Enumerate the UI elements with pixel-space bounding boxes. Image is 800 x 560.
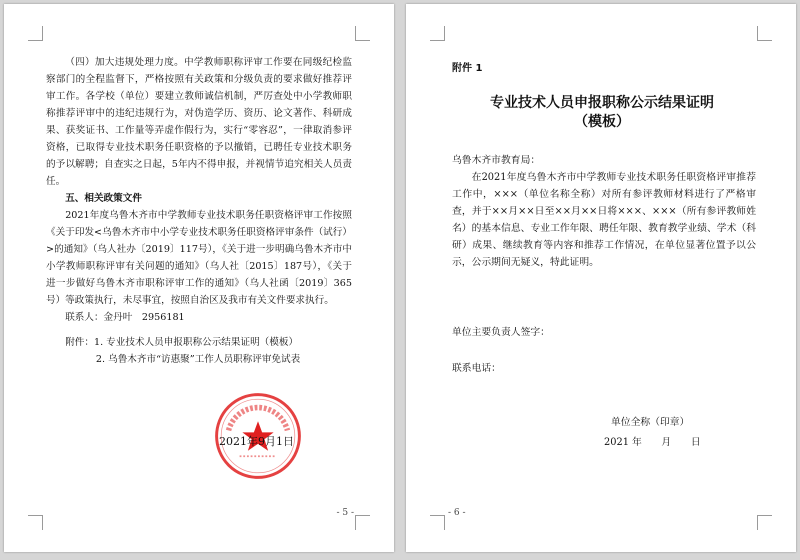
crop-mark xyxy=(28,26,43,41)
signature-field: 单位主要负责人签字： xyxy=(452,327,550,338)
unit-name-seal: 单位全称（印章） xyxy=(611,417,690,428)
left-page-body xyxy=(46,54,352,368)
date-line: 2021 年 月 日 xyxy=(604,437,701,448)
signature-date: 2021年9月1日 xyxy=(219,435,294,448)
policy-paragraph: 2021年度乌鲁木齐市中学教师专业技术职务任职资格评审工作按照《关于印发<乌鲁木齐市中小学专业技术职务任职资格评审条件（试行）>的通知》（乌人社办〔2019〕117号），《关于进一步明确乌鲁木齐市中小学教师职称评审有关问题的通知》（乌人社〔2015〕187号），《关于进一步做好乌鲁木齐市职称评审工作的通知》（乌人社函〔2019〕365号）等政策执行，未尽事宜，按照自治区及我市有关文件要求执行。 xyxy=(46,210,352,306)
crop-mark xyxy=(757,515,772,530)
page-number: - 5 - xyxy=(336,508,354,518)
page-number: - 6 - xyxy=(448,508,466,518)
crop-mark xyxy=(430,515,445,530)
contact-line: 联系人：金丹叶 2956181 xyxy=(65,312,185,323)
certificate-paragraph: 在2021年度乌鲁木齐市中学教师专业技术职务任职资格评审推荐工作中，×××（单位名称全称）对所有参评教师材料进行了严格审查，并于××月××日至××月××日将×××、×××（所有参评教师姓名）的基本信息、专业工作年限、聘任年限、教育教学业绩、学术（科研）成果、继续教育等内容和推荐工作情况，在单位显著位置予以公示，公示期间无疑义，特此证明。 xyxy=(452,172,756,268)
crop-mark xyxy=(757,26,772,41)
attachment-line-2: 2. 乌鲁木齐市“访惠聚”工作人员职称评审免试表 xyxy=(95,354,301,365)
crop-mark xyxy=(28,515,43,530)
crop-mark xyxy=(430,26,445,41)
appendix-label: 附件 1 xyxy=(452,63,483,74)
crop-mark xyxy=(355,26,370,41)
addressee: 乌鲁木齐市教育局： xyxy=(452,155,541,166)
document-page-5 xyxy=(4,4,394,552)
crop-mark xyxy=(355,515,370,530)
document-page-6 xyxy=(406,4,796,552)
document-title: 专业技术人员申报职称公示结果证明 xyxy=(490,95,714,111)
phone-field: 联系电话： xyxy=(452,363,501,374)
violation-paragraph: （四）加大违规处理力度。中学教师职称评审工作要在同级纪检监察部门的全程监督下，严格按照有关政策和分级负责的要求做好推荐评审工作。各学校（单位）要建立教师诚信机制，严厉查处中小学教师职称推荐评审中的违纪违规行为，对伪造学历、资历、论文著作、科研成果、获奖证书、工作量等弄虚作假行为，实行“零容忍”，一律取消参评资格，已取得专业技术职务任职资格的予以撤销，已聘任专业技术职务的予以解聘；自查实之日起，5年内不得申报，并视情节追究相关人员责任。 xyxy=(46,57,352,187)
document-subtitle: （模板） xyxy=(574,114,630,130)
section-heading: 五、相关政策文件 xyxy=(65,193,142,204)
attachment-line-1: 附件：1. 专业技术人员申报职称公示结果证明（模板） xyxy=(65,337,299,348)
certificate-body xyxy=(452,152,756,271)
